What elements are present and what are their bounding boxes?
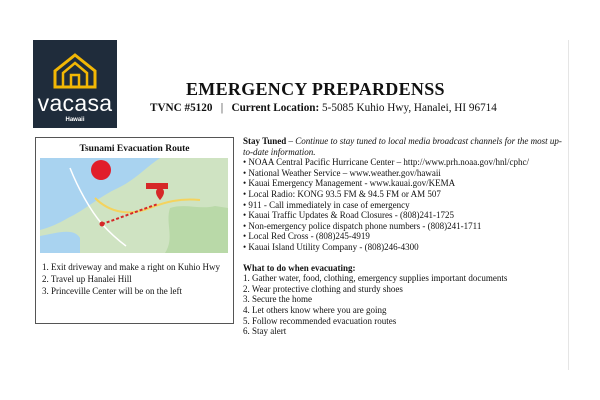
location-label: Current Location:: [231, 102, 320, 114]
list-item: • 911 - Call immediately in case of emergency: [243, 199, 410, 210]
location-value: 5-5085 Kuhio Hwy, Hanalei, HI 96714: [322, 102, 497, 114]
list-item: 1. Gather water, food, clothing, emergency supplies important documents: [243, 273, 508, 284]
list-item: • Kauai Emergency Management - www.kauai.gov/KEMA: [243, 178, 456, 189]
list-item: 2. Wear protective clothing and sturdy shoes: [243, 283, 403, 294]
logo-region: Hawaii: [65, 117, 85, 123]
evacuation-panel: [35, 137, 234, 324]
evacuation-title: Tsunami Evacuation Route: [79, 144, 190, 154]
list-item: • Local Radio: KONG 93.5 FM & 94.5 FM or AM 507: [243, 188, 441, 199]
page-title: EMERGENCY PREPARDENSS: [186, 79, 445, 99]
house-logo-icon: [53, 53, 97, 89]
page-divider: [568, 40, 569, 370]
list-item: 3. Princeville Center will be on the left: [42, 286, 182, 296]
evacuating-steps: [243, 273, 565, 337]
map-graphic: [40, 158, 228, 253]
stay-tuned-text: Continue to stay tuned to local media broadcast channels for the most up-to-date information.: [243, 136, 562, 157]
list-item: • Local Red Cross - (808)245-4919: [243, 231, 370, 242]
evacuation-steps: [42, 261, 220, 297]
list-item: 1. Exit driveway and make a right on Kuhio Hwy: [42, 262, 220, 272]
list-item: • Kauai Island Utility Company - (808)246-4300: [243, 241, 419, 252]
evacuating-heading: What to do when evacuating:: [243, 262, 356, 273]
tvnc-number: TVNC #5120: [150, 102, 213, 114]
list-item: 6. Stay alert: [243, 326, 287, 337]
list-item: • Kauai Traffic Updates & Road Closures - (808)241-1725: [243, 210, 454, 221]
stay-tuned-dash: –: [286, 136, 296, 146]
evacuation-map[interactable]: [40, 158, 228, 253]
logo-wordmark: vacasa: [37, 90, 113, 116]
vacasa-logo: [33, 40, 117, 128]
stay-tuned-intro: [243, 136, 565, 157]
list-item: 2. Travel up Hanalei Hill: [42, 274, 132, 284]
info-column: [243, 136, 565, 337]
list-item: 4. Let others know where you are going: [243, 304, 387, 315]
hazard-zone-marker: [91, 160, 111, 180]
list-item: • Non-emergency police dispatch phone numbers - (808)241-1711: [243, 220, 482, 231]
page-subtitle: [150, 102, 497, 114]
subtitle-separator: |: [220, 102, 224, 114]
list-item: 5. Follow recommended evacuation routes: [243, 315, 397, 326]
stay-tuned-label: Stay Tuned: [243, 136, 287, 146]
resource-list: [243, 157, 565, 252]
list-item: • National Weather Service – www.weather.gov/hawaii: [243, 167, 441, 178]
list-item: 3. Secure the home: [243, 294, 312, 305]
list-item: • NOAA Central Pacific Hurricane Center – http://www.prh.noaa.gov/hnl/cphc/: [243, 157, 529, 168]
